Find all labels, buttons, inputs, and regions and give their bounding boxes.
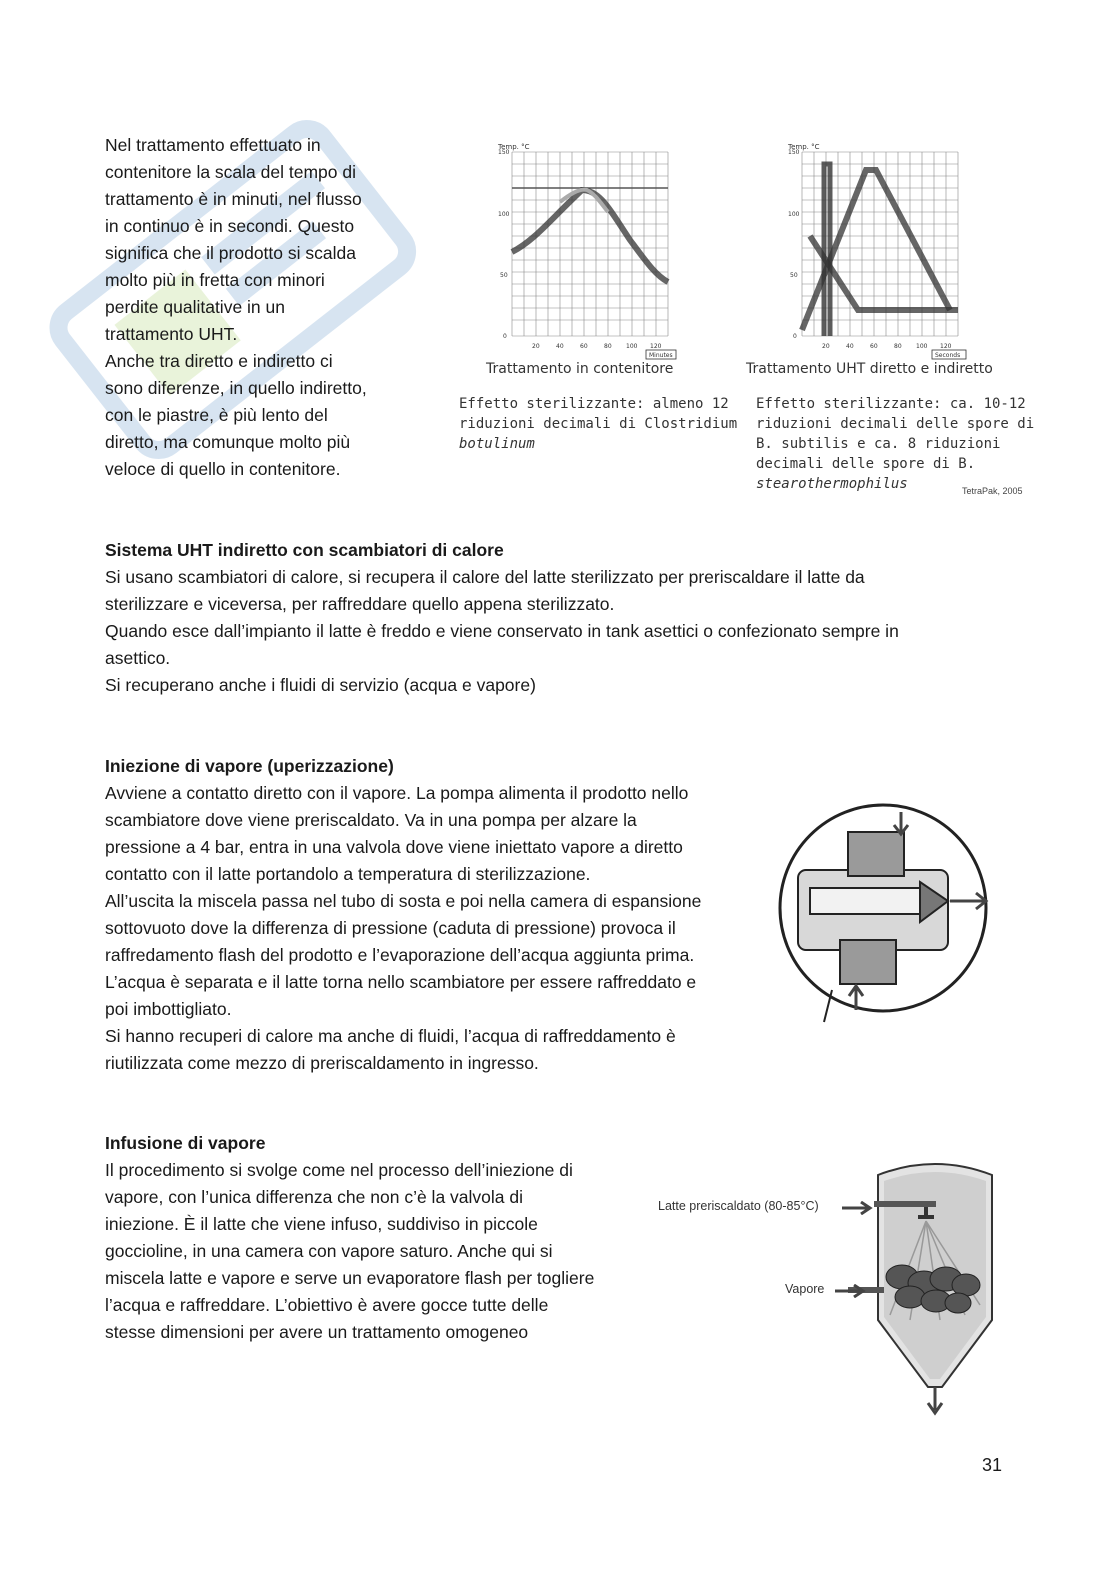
intro-line: Nel trattamento effettuato in [105, 135, 321, 155]
intro-line: contenitore la scala del tempo di [105, 162, 356, 182]
y-tick: 150 [498, 149, 510, 156]
y-tick: 100 [788, 211, 800, 218]
intro-line: diretto, ma comunque molto più [105, 432, 351, 452]
body-line: l’acqua e raffreddare. L’obiettivo è avere gocce tutte delle [105, 1295, 549, 1315]
arrow-right-icon [835, 1284, 867, 1298]
intro-line: in continuo è in secondi. Questo [105, 216, 355, 236]
intro-line: Anche tra diretto e indiretto ci [105, 351, 333, 371]
body-line: L’acqua è separata e il latte torna nello scambiatore per essere raffreddato e [105, 972, 697, 992]
x-tick: 80 [604, 343, 612, 350]
body-line: scambiatore dove viene preriscaldato. Va in una pompa per alzare la [105, 810, 637, 830]
intro-line: trattamento è in minuti, nel flusso [105, 189, 362, 209]
axis-label: Temp. °C [498, 143, 530, 151]
y-tick: 50 [500, 272, 508, 279]
infusion-chamber-figure [840, 1155, 1020, 1420]
effect-line: stearothermophilus [756, 476, 908, 492]
left-chart-caption: Trattamento in contenitore [486, 361, 674, 377]
y-tick: 0 [503, 333, 507, 340]
x-tick: 120 [940, 343, 952, 350]
intro-line: trattamento UHT. [105, 324, 238, 344]
intro-line: significa che il prodotto si scalda [105, 243, 356, 263]
body-line: vapore, con l’unica differenza che non c’è la valvola di [105, 1187, 523, 1207]
body-line: Quando esce dall’impianto il latte è freddo e viene conservato in tank asettici o confezionato sempre in [105, 621, 899, 641]
body-line: sterilizzare e viceversa, per raffreddare quello appena sterilizzato. [105, 594, 615, 614]
unit-label: Seconds [935, 352, 961, 359]
section-heading: Iniezione di vapore (uperizzazione) [105, 756, 394, 776]
intro-line: veloce di quello in contenitore. [105, 459, 341, 479]
label-preheated-milk: Latte preriscaldato (80-85°C) [658, 1199, 819, 1213]
chart-container-treatment [490, 140, 680, 365]
figure-credit: TetraPak, 2005 [962, 486, 1023, 496]
arrow-down-icon [928, 1387, 942, 1413]
x-tick: 60 [580, 343, 588, 350]
body-line: miscela latte e vapore e serve un evaporatore flash per togliere [105, 1268, 595, 1288]
body-line: poi imbottigliato. [105, 999, 232, 1019]
x-tick: 100 [916, 343, 928, 350]
curve-direct [824, 164, 830, 336]
unit-label: Minutes [649, 352, 673, 359]
effect-line: Effetto sterilizzante: almeno 12 [459, 396, 729, 412]
grid [512, 152, 668, 336]
body-line: iniezione. È il latte che viene infuso, suddiviso in piccole [105, 1214, 538, 1234]
body-line: contatto con il latte portandolo a temperatura di sterilizzazione. [105, 864, 591, 884]
body-line: Si recuperano anche i fluidi di servizio (acqua e vapore) [105, 675, 536, 695]
x-tick: 80 [894, 343, 902, 350]
x-tick: 60 [870, 343, 878, 350]
body-line: riutilizzata come mezzo di preriscaldamento in ingresso. [105, 1053, 539, 1073]
body-line: goccioline, in una camera con vapore saturo. Anche qui si [105, 1241, 553, 1261]
body-line: Si hanno recuperi di calore ma anche di fluidi, l’acqua di raffreddamento è [105, 1026, 676, 1046]
x-tick: 40 [846, 343, 854, 350]
body-line: All’uscita la miscela passa nel tubo di sosta e poi nella camera di espansione [105, 891, 702, 911]
right-chart-effect [756, 394, 1034, 494]
x-tick: 100 [626, 343, 638, 350]
body-line: raffredamento flash del prodotto e l’evaporazione dell’acqua aggiunta prima. [105, 945, 695, 965]
section-uht [105, 537, 899, 699]
axis-label: Temp. °C [788, 143, 820, 151]
y-tick: 0 [793, 333, 797, 340]
x-tick: 40 [556, 343, 564, 350]
label-steam: Vapore [785, 1282, 825, 1296]
effect-line: Effetto sterilizzante: ca. 10-12 [756, 396, 1026, 412]
x-tick: 20 [532, 343, 540, 350]
section-infusione [105, 1130, 594, 1346]
body-line: Si usano scambiatori di calore, si recupera il calore del latte sterilizzato per preriscaldare il latte da [105, 567, 865, 587]
section-heading: Infusione di vapore [105, 1133, 266, 1153]
x-tick: 20 [822, 343, 830, 350]
intro-line: con le piastre, è più lento del [105, 405, 328, 425]
intro-line: sono diferenze, in quello indiretto, [105, 378, 367, 398]
y-tick: 50 [790, 272, 798, 279]
y-tick: 150 [788, 149, 800, 156]
effect-line: decimali delle spore di B. [756, 456, 976, 472]
left-chart-effect [459, 394, 737, 454]
section-heading: Sistema UHT indiretto con scambiatori di calore [105, 540, 504, 560]
page-number: 31 [982, 1455, 1003, 1475]
intro-paragraph [105, 132, 367, 483]
injection-valve-figure [770, 800, 1000, 1030]
body-line: pressione a 4 bar, entra in una valvola dove viene iniettato vapore a diretto [105, 837, 683, 857]
body-line: sottovuoto dove la differenza di pressione (caduta di pressione) provoca il [105, 918, 676, 938]
section-iniezione [105, 753, 701, 1077]
effect-line: B. subtilis e ca. 8 riduzioni [756, 436, 1001, 452]
x-tick: 120 [650, 343, 662, 350]
y-tick: 100 [498, 211, 510, 218]
intro-line: molto più in fretta con minori [105, 270, 325, 290]
body-line: asettico. [105, 648, 171, 668]
effect-line: riduzioni decimali delle spore di [756, 416, 1035, 432]
effect-line: riduzioni decimali di Clostridium [459, 416, 738, 432]
right-chart-caption: Trattamento UHT diretto e indiretto [746, 361, 993, 377]
body-line: Il procedimento si svolge come nel processo dell’iniezione di [105, 1160, 573, 1180]
chart-uht-treatment [780, 140, 970, 365]
effect-line: botulinum [459, 436, 535, 452]
arrow-right-icon [842, 1201, 874, 1215]
body-line: Avviene a contatto diretto con il vapore. La pompa alimenta il prodotto nello [105, 783, 689, 803]
body-line: stesse dimensioni per avere un trattamento omogeneo [105, 1322, 529, 1342]
intro-line: perdite qualitative in un [105, 297, 285, 317]
